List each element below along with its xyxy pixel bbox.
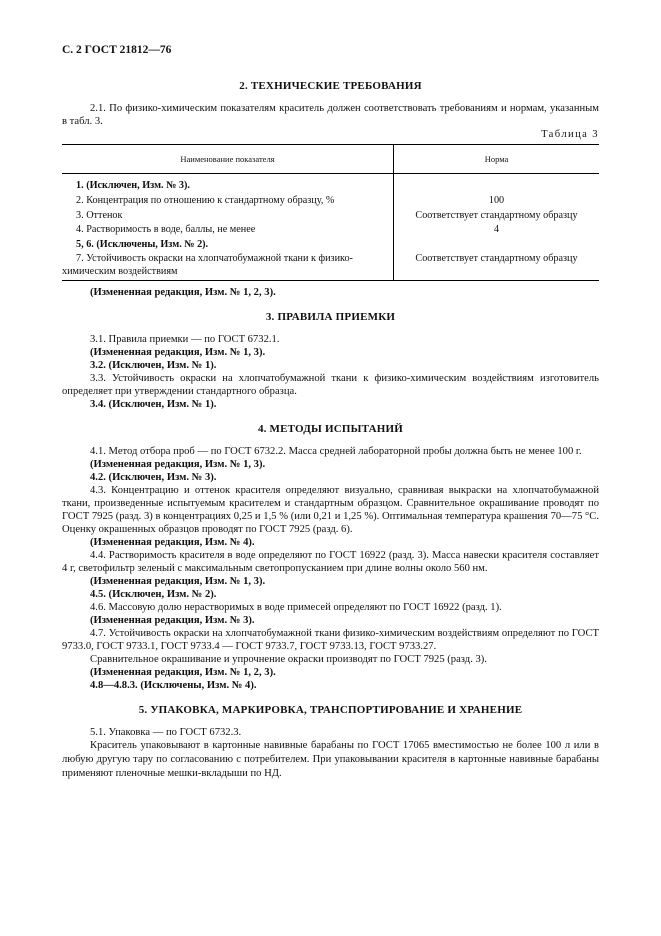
para-3-1: 3.1. Правила приемки — по ГОСТ 6732.1. <box>90 334 280 345</box>
para-3-3: 3.3. Устойчивость окраски на хлопчатобумажной ткани к физико-химическим воздействиям изготовитель определяет при утверждении стандартного образца. <box>62 373 599 397</box>
para-4-7: 4.7. Устойчивость окраски на хлопчатобумажной ткани физико-химическим воздействиям определяют по ГОСТ 9733.0, ГОСТ 9733.1, ГОСТ 9733.4 — ГОСТ 9733.7, ГОСТ 9733.13, ГОСТ 9733.27. <box>62 628 599 652</box>
row-name: 2. Концентрация по отношению к стандартному образцу, % <box>62 192 394 208</box>
document-page <box>62 44 599 781</box>
para-4-3: 4.3. Концентрацию и оттенок красителя определяют визуально, сравнивая выкраски на хлопчатобумажной ткани, произведенные испытуемым красителем и стандартным образцом. Сравнительное окрашивание проводят по ГОСТ 7925 (разд. 3) в концентрациях 0,25 и 1,5 % (или 0,21 и 1,25 %). Оптимальная температура крашения 70—75 °С. Оценку окрашенных образцов проводят по ГОСТ 7925 (разд. 6). <box>62 485 599 535</box>
para-5-1: 5.1. Упаковка — по ГОСТ 6732.3. <box>90 727 242 738</box>
row-name: 3. Оттенок <box>62 208 394 223</box>
section-5-title: 5. УПАКОВКА, МАРКИРОВКА, ТРАНСПОРТИРОВАНИЕ И ХРАНЕНИЕ <box>138 704 523 716</box>
section-3-title: 3. ПРАВИЛА ПРИЕМКИ <box>265 311 396 323</box>
col-header-norm: Норма <box>394 145 600 174</box>
para-4-6: 4.6. Массовую долю нерастворимых в воде примесей определяют по ГОСТ 16922 (разд. 1). <box>90 602 502 613</box>
edit-note-4-3: (Измененная редакция, Изм. № 4). <box>90 537 255 548</box>
table-row <box>62 222 599 237</box>
edit-note-s2: (Измененная редакция, Изм. № 1, 2, 3). <box>90 287 276 298</box>
table-caption: Таблица 3 <box>541 129 599 140</box>
table-row <box>62 251 599 281</box>
para-4-2: 4.2. (Исключен, Изм. № 3). <box>90 472 217 483</box>
table-row <box>62 208 599 223</box>
page-header: С. 2 ГОСТ 21812—76 <box>62 44 172 56</box>
section-2-title: 2. ТЕХНИЧЕСКИЕ ТРЕБОВАНИЯ <box>239 80 422 92</box>
row-norm: 100 <box>488 195 505 206</box>
row-name: 5, 6. (Исключены, Изм. № 2). <box>62 237 394 252</box>
table-3 <box>62 144 599 281</box>
row-name: 4. Растворимость в воде, баллы, не менее <box>62 222 394 237</box>
para-4-8: 4.8—4.8.3. (Исключены, Изм. № 4). <box>90 680 257 691</box>
para-4-7-b: Сравнительное окрашивание и упрочнение окраски производят по ГОСТ 7925 (разд. 3). <box>90 654 487 665</box>
row-norm <box>394 237 600 252</box>
edit-note-4-1: (Измененная редакция, Изм. № 1, 3). <box>90 459 266 470</box>
para-3-4: 3.4. (Исключен, Изм. № 1). <box>90 399 217 410</box>
row-norm: Соответствует стандартному образцу <box>415 209 578 221</box>
para-3-2: 3.2. (Исключен, Изм. № 1). <box>90 360 217 371</box>
table-row <box>62 237 599 252</box>
row-name: 7. Устойчивость окраски на хлопчатобумажной ткани к физико-химическим воздействиям <box>62 251 394 281</box>
table-row <box>62 192 599 208</box>
edit-note-4-4: (Измененная редакция, Изм. № 1, 3). <box>90 576 266 587</box>
para-2-1: 2.1. По физико-химическим показателям краситель должен соответствовать требованиям и нормам, указанным в табл. 3. <box>62 103 599 127</box>
section-4-title: 4. МЕТОДЫ ИСПЫТАНИЙ <box>257 423 404 435</box>
para-5-1-b: Краситель упаковывают в картонные навивные барабаны по ГОСТ 17065 вместимостью не более 100 л или в любую другую тару по согласованию с потребителем. При упаковывании красителя в картонные навивные барабаны применяют пленочные мешки-вкладыши по НД. <box>62 740 599 779</box>
row-name: 1. (Исключен, Изм. № 3). <box>62 180 394 193</box>
para-4-1: 4.1. Метод отбора проб — по ГОСТ 6732.2. Масса средней лабораторной пробы должна быть не менее 100 г. <box>90 446 582 457</box>
row-norm <box>394 180 600 193</box>
edit-note-4-6: (Измененная редакция, Изм. № 3). <box>90 615 255 626</box>
edit-note-4-7: (Измененная редакция, Изм. № 1, 2, 3). <box>90 667 276 678</box>
edit-note-3-1: (Измененная редакция, Изм. № 1, 3). <box>90 347 266 358</box>
col-header-name: Наименование показателя <box>62 145 394 174</box>
table-row <box>62 180 599 193</box>
para-4-5: 4.5. (Исключен, Изм. № 2). <box>90 589 217 600</box>
row-norm: 4 <box>493 224 500 235</box>
para-4-4: 4.4. Растворимость красителя в воде определяют по ГОСТ 16922 (разд. 3). Масса навески красителя составляет 4 г, светофильтр зеленый с максимальным светопропусканием при длине волны около 560 нм. <box>62 550 599 574</box>
row-norm: Соответствует стандартному образцу <box>394 251 600 281</box>
